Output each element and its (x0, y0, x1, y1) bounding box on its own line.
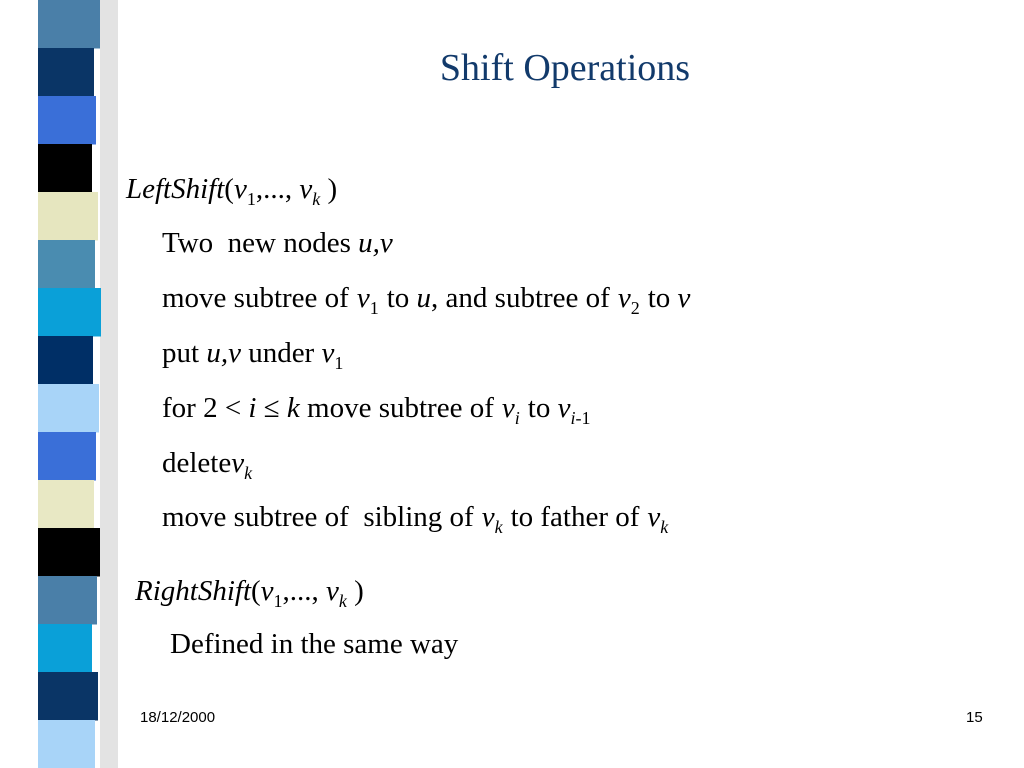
step-text: to (527, 392, 551, 424)
footer-date: 18/12/2000 (140, 709, 216, 726)
var-v: v (557, 392, 571, 424)
stripe-block (38, 192, 98, 241)
subscript-k: k (338, 591, 347, 611)
right-shift-description: Defined in the same way (170, 628, 459, 660)
subscript-i-minus-1 (570, 408, 590, 428)
stripe-block (38, 48, 94, 97)
step-move-sibling (162, 500, 669, 537)
var-v: v (260, 575, 274, 607)
step-text: to father of (510, 501, 640, 533)
subscript-k: k (312, 189, 321, 209)
le-symbol: ≤ (263, 392, 280, 424)
stripe-block (38, 720, 95, 768)
math-uv: u,v (358, 227, 393, 259)
stripe-block (38, 528, 100, 577)
subscript-i: i (514, 408, 520, 428)
subscript-k: k (660, 517, 669, 537)
stripe-block (38, 144, 92, 193)
step-text: to (647, 282, 671, 314)
subscript-k: k (244, 463, 253, 483)
var-v: v (326, 575, 339, 607)
stripe-block (38, 240, 95, 289)
paren-close: ) (327, 173, 338, 205)
stripe-block (38, 336, 93, 385)
slide-title: Shift Operations (439, 47, 691, 89)
var-v: v (299, 173, 313, 205)
var-k: k (286, 392, 300, 424)
var-v: v (231, 447, 245, 479)
step-text: to (386, 282, 410, 314)
left-shift-name: LeftShift (126, 173, 225, 205)
var-v: v (481, 501, 495, 533)
paren-open: ( (251, 575, 261, 607)
step-put-under (162, 336, 344, 373)
stripe-block (38, 432, 96, 481)
stripe-shadow (100, 0, 118, 768)
stripe-blocks (38, 0, 101, 768)
math-uv: u,v (206, 337, 241, 369)
page-number: 15 (966, 709, 983, 726)
subscript-1: 1 (246, 189, 256, 209)
subscript-k: k (494, 517, 503, 537)
decorative-stripe-bar (0, 0, 118, 768)
stripe-block (38, 0, 100, 49)
step-text: under (248, 337, 315, 369)
right-shift-heading (135, 574, 364, 611)
ellipsis: ,..., (282, 575, 319, 607)
ellipsis: ,..., (255, 173, 293, 205)
left-shift-heading (126, 172, 338, 209)
subscript-2: 2 (630, 298, 640, 318)
var-v: v (233, 173, 247, 205)
stripe-block (38, 480, 94, 529)
step-text: move subtree of (307, 392, 494, 424)
step-two-new-nodes (162, 226, 393, 260)
var-v: v (677, 282, 691, 314)
var-v: v (617, 282, 631, 314)
step-move-subtrees (162, 281, 691, 318)
var-v: v (647, 501, 661, 533)
subscript-1: 1 (369, 298, 379, 318)
step-text: for 2 < (162, 392, 242, 424)
stripe-block (38, 96, 96, 145)
subscript-1: 1 (334, 353, 344, 373)
subscript-i: i (570, 408, 576, 428)
var-v: v (501, 392, 515, 424)
step-for-loop (162, 391, 591, 428)
step-text: move subtree of sibling of (162, 501, 474, 533)
right-shift-name: RightShift (135, 575, 251, 607)
subscript-minus-1: -1 (575, 408, 591, 428)
step-text: , and subtree of (431, 282, 610, 314)
var-u: u (416, 282, 432, 314)
var-v: v (356, 282, 370, 314)
paren-close: ) (354, 575, 364, 607)
stripe-block (38, 624, 92, 673)
stripe-block (38, 576, 97, 625)
step-text: move subtree of (162, 282, 349, 314)
stripe-block (38, 672, 98, 721)
step-delete (162, 446, 253, 483)
var-v: v (321, 337, 335, 369)
stripe-block (38, 288, 101, 337)
paren-open: ( (224, 173, 234, 205)
step-text: delete (162, 447, 232, 479)
step-text: put (162, 337, 200, 369)
var-i: i (248, 392, 257, 424)
stripe-block (38, 384, 99, 433)
subscript-1: 1 (273, 591, 283, 611)
step-text: Two new nodes (162, 227, 351, 259)
